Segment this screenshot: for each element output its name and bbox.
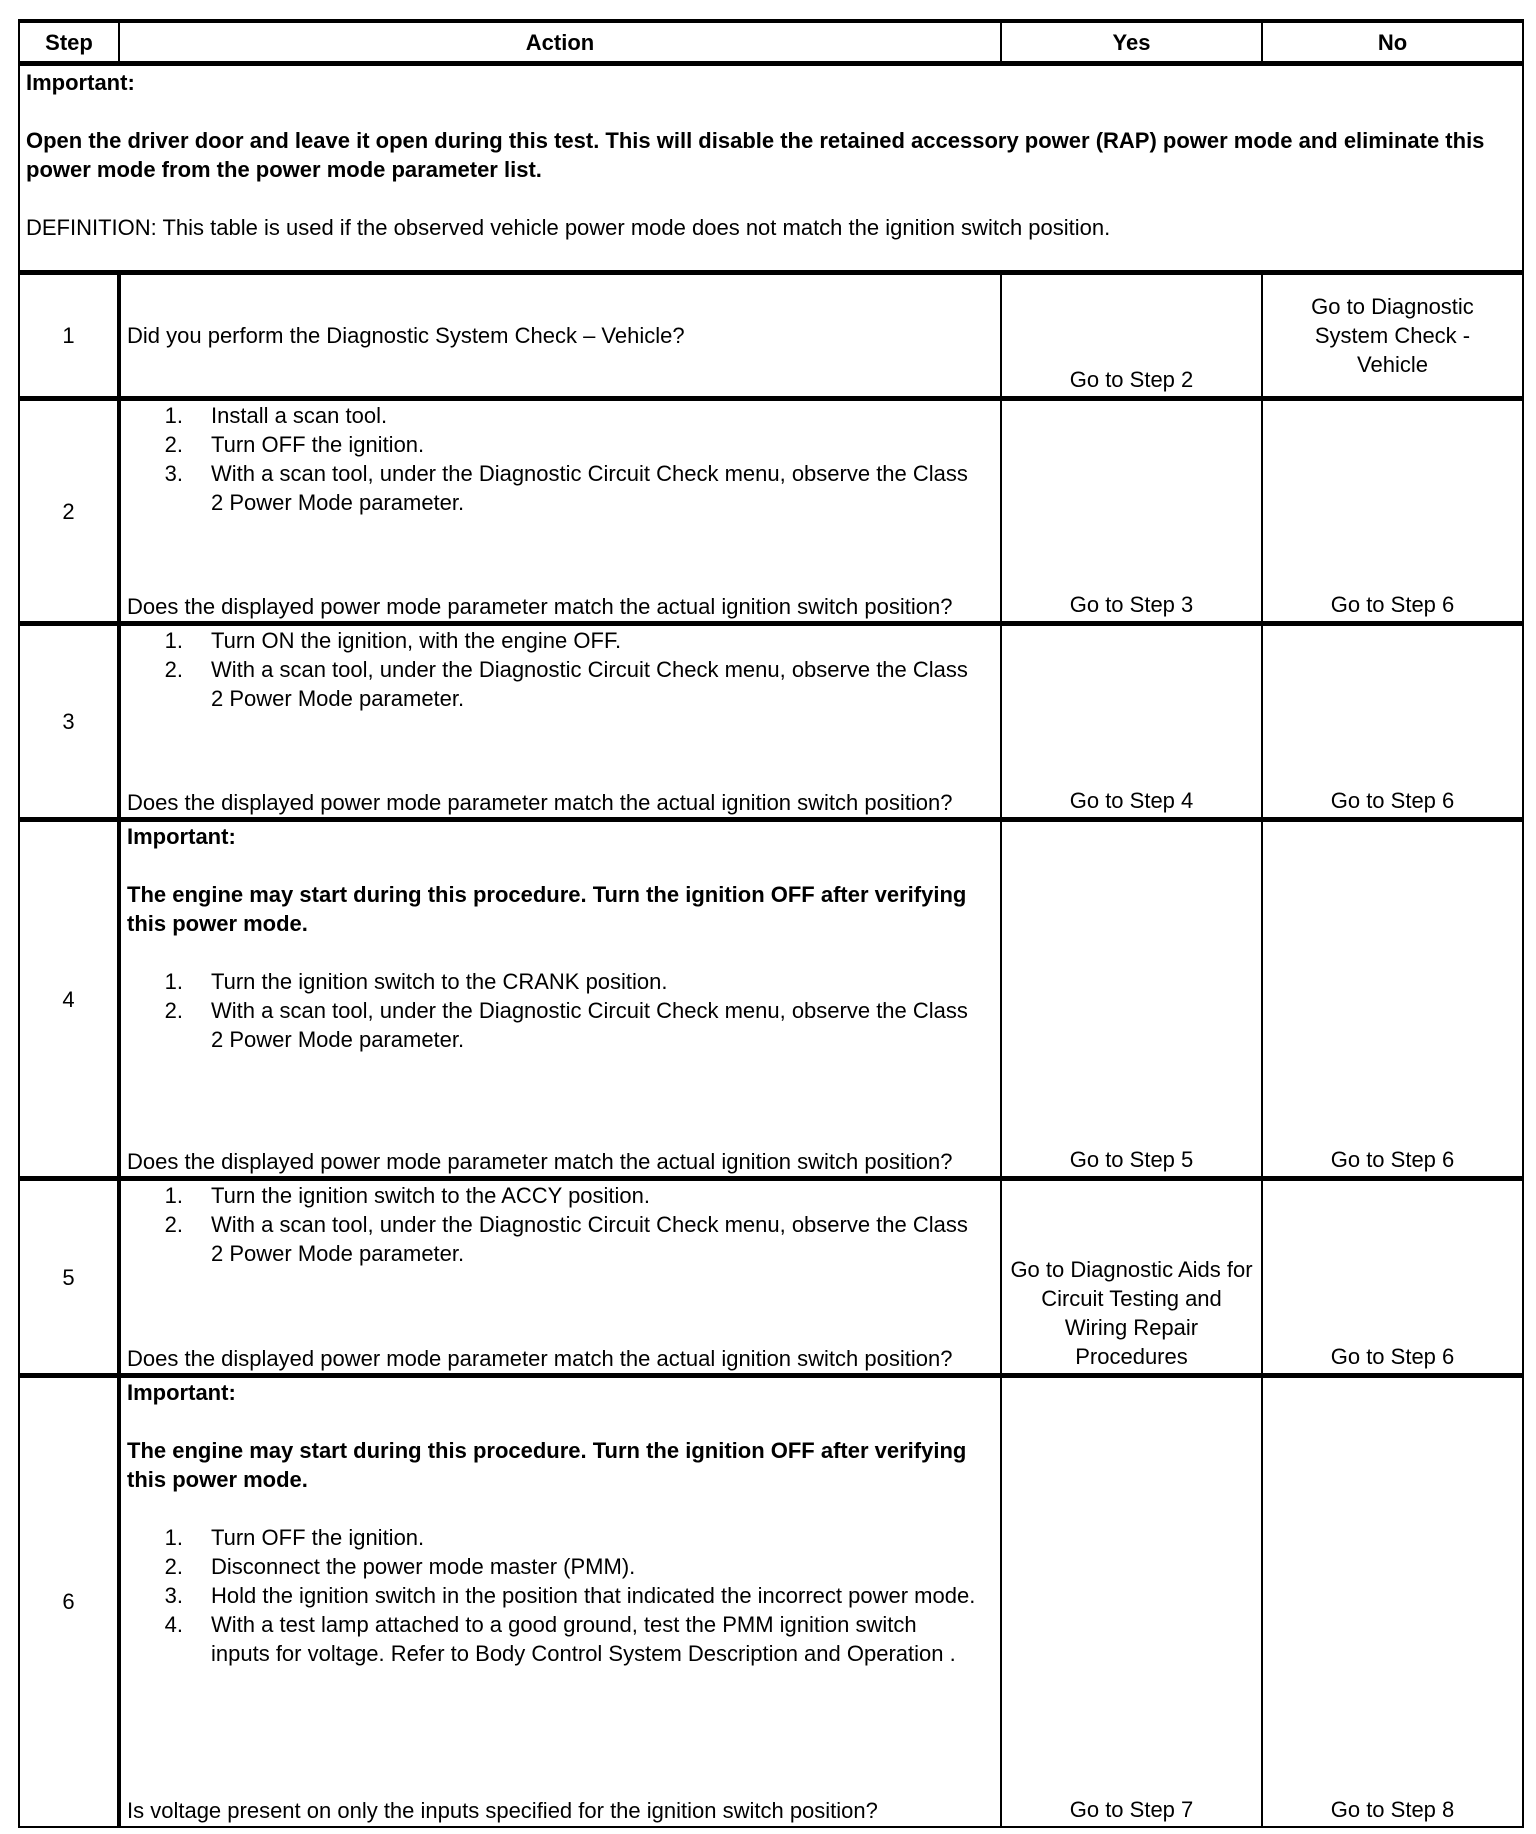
step-number: 6 xyxy=(19,1376,119,1827)
no-result: Go to Diagnostic System Check - Vehicle xyxy=(1262,273,1523,399)
step-number: 1 xyxy=(19,273,119,399)
list-item: Turn OFF the ignition. xyxy=(211,432,425,457)
step-number: 4 xyxy=(19,820,119,1179)
important-note: The engine may start during this procedure. Turn the ignition OFF after verifying this power mode. xyxy=(127,1438,967,1492)
header-action: Action xyxy=(119,21,1001,64)
header-yes: Yes xyxy=(1001,21,1262,64)
header-row xyxy=(19,21,1523,64)
list-item: With a scan tool, under the Diagnostic Circuit Check menu, observe the Class 2 Power Mode parameter. xyxy=(211,998,968,1052)
no-result: Go to Step 6 xyxy=(1262,1179,1523,1376)
no-result: Go to Step 6 xyxy=(1262,399,1523,624)
no-result: Go to Step 6 xyxy=(1262,820,1523,1179)
intro-row xyxy=(19,64,1523,273)
list-item: With a scan tool, under the Diagnostic Circuit Check menu, observe the Class 2 Power Mode parameter. xyxy=(211,657,968,711)
important-label: Important: xyxy=(127,824,236,849)
yes-result: Go to Diagnostic Aids for Circuit Testing and Wiring Repair Procedures xyxy=(1001,1179,1262,1376)
yes-result: Go to Step 3 xyxy=(1001,399,1262,624)
header-step: Step xyxy=(19,21,119,64)
table-row: 5 1. Turn the ignition switch to the ACCY position. 2. With a scan tool, under the Diagnostic Circuit Check menu, observe the Class 2 Power Mode parameter. Does the displayed power mode parameter match the actual ignition switch position? Go to Diagnostic Aids for Circuit Testing and Wiring Repair Procedures Go to Step 6 xyxy=(19,1179,1523,1376)
list-item: Hold the ignition switch in the position that indicated the incorrect power mode. xyxy=(211,1583,976,1608)
list-item: Turn the ignition switch to the ACCY position. xyxy=(211,1183,651,1208)
table-row: 2 1. Install a scan tool. 2. Turn OFF the ignition. 3. With a scan tool, under the Diagnostic Circuit Check menu, observe the Class 2 Power Mode parameter. Does the displayed power mode parameter match the actual ignition switch position? Go to Step 3 Go to Step 6 xyxy=(19,399,1523,624)
important-note: The engine may start during this procedure. Turn the ignition OFF after verifying this power mode. xyxy=(127,882,967,936)
header-no: No xyxy=(1262,21,1523,64)
list-item: With a scan tool, under the Diagnostic Circuit Check menu, observe the Class 2 Power Mode parameter. xyxy=(211,461,968,515)
list-item: With a test lamp attached to a good ground, test the PMM ignition switch inputs for voltage. Refer to Body Control System Description and Operation . xyxy=(211,1612,956,1666)
table-row xyxy=(19,273,1523,399)
table-row: 3 1. Turn ON the ignition, with the engine OFF. 2. With a scan tool, under the Diagnostic Circuit Check menu, observe the Class 2 Power Mode parameter. Does the displayed power mode parameter match the actual ignition switch position? Go to Step 4 Go to Step 6 xyxy=(19,624,1523,820)
no-result: Go to Step 6 xyxy=(1262,624,1523,820)
step-number: 3 xyxy=(19,624,119,820)
list-item: Install a scan tool. xyxy=(211,403,388,428)
list-item: Turn ON the ignition, with the engine OFF. xyxy=(211,628,622,653)
list-item: Turn the ignition switch to the CRANK position. xyxy=(211,969,668,994)
list-item: Turn OFF the ignition. xyxy=(211,1525,425,1550)
table-row: 4 Important: The engine may start during this procedure. Turn the ignition OFF after verifying this power mode. 1. Turn the ignition switch to the CRANK position. 2. With a scan tool, under the Diagnostic Circuit Check menu, observe the Class 2 Power Mode parameter. Does the displayed power mode parameter match the actual ignition switch position? Go to Step 5 Go to Step 6 xyxy=(19,820,1523,1179)
yes-result: Go to Step 2 xyxy=(1001,273,1262,399)
list-item: Disconnect the power mode master (PMM). xyxy=(211,1554,636,1579)
no-result: Go to Step 8 xyxy=(1262,1376,1523,1827)
yes-result: Go to Step 5 xyxy=(1001,820,1262,1179)
step-number: 5 xyxy=(19,1179,119,1376)
important-label: Important: xyxy=(127,1380,236,1405)
intro-note: Open the driver door and leave it open during this test. This will disable the retained accessory power (RAP) power mode and eliminate this power mode from the power mode parameter list. xyxy=(26,128,1485,182)
question: Does the displayed power mode parameter match the actual ignition switch position? xyxy=(127,594,953,619)
question: Does the displayed power mode parameter match the actual ignition switch position? xyxy=(127,790,953,815)
step-number: 2 xyxy=(19,399,119,624)
question: Is voltage present on only the inputs specified for the ignition switch position? xyxy=(127,1798,878,1823)
yes-result: Go to Step 7 xyxy=(1001,1376,1262,1827)
intro-important: Important: xyxy=(26,70,135,95)
question: Does the displayed power mode parameter match the actual ignition switch position? xyxy=(127,1346,953,1371)
diagnostic-table xyxy=(18,19,1524,1828)
question: Did you perform the Diagnostic System Check – Vehicle? xyxy=(127,323,685,348)
list-item: With a scan tool, under the Diagnostic Circuit Check menu, observe the Class 2 Power Mode parameter. xyxy=(211,1212,968,1266)
yes-result: Go to Step 4 xyxy=(1001,624,1262,820)
table-row: 6 Important: The engine may start during this procedure. Turn the ignition OFF after verifying this power mode. 1. Turn OFF the ignition. 2. Disconnect the power mode master (PMM). 3. Hold the ignition switch in the position that indicated the incorrect power mode. 4. With a test lamp attached to a good ground, test the PMM ignition switch inputs for voltage. Refer to Body Control System Description and Operation . Is voltage present on only the inputs specified for the ignition switch position? Go to Step 7 Go to Step 8 xyxy=(19,1376,1523,1827)
intro-definition: DEFINITION: This table is used if the observed vehicle power mode does not match the ignition switch position. xyxy=(26,215,1111,240)
question: Does the displayed power mode parameter match the actual ignition switch position? xyxy=(127,1149,953,1174)
